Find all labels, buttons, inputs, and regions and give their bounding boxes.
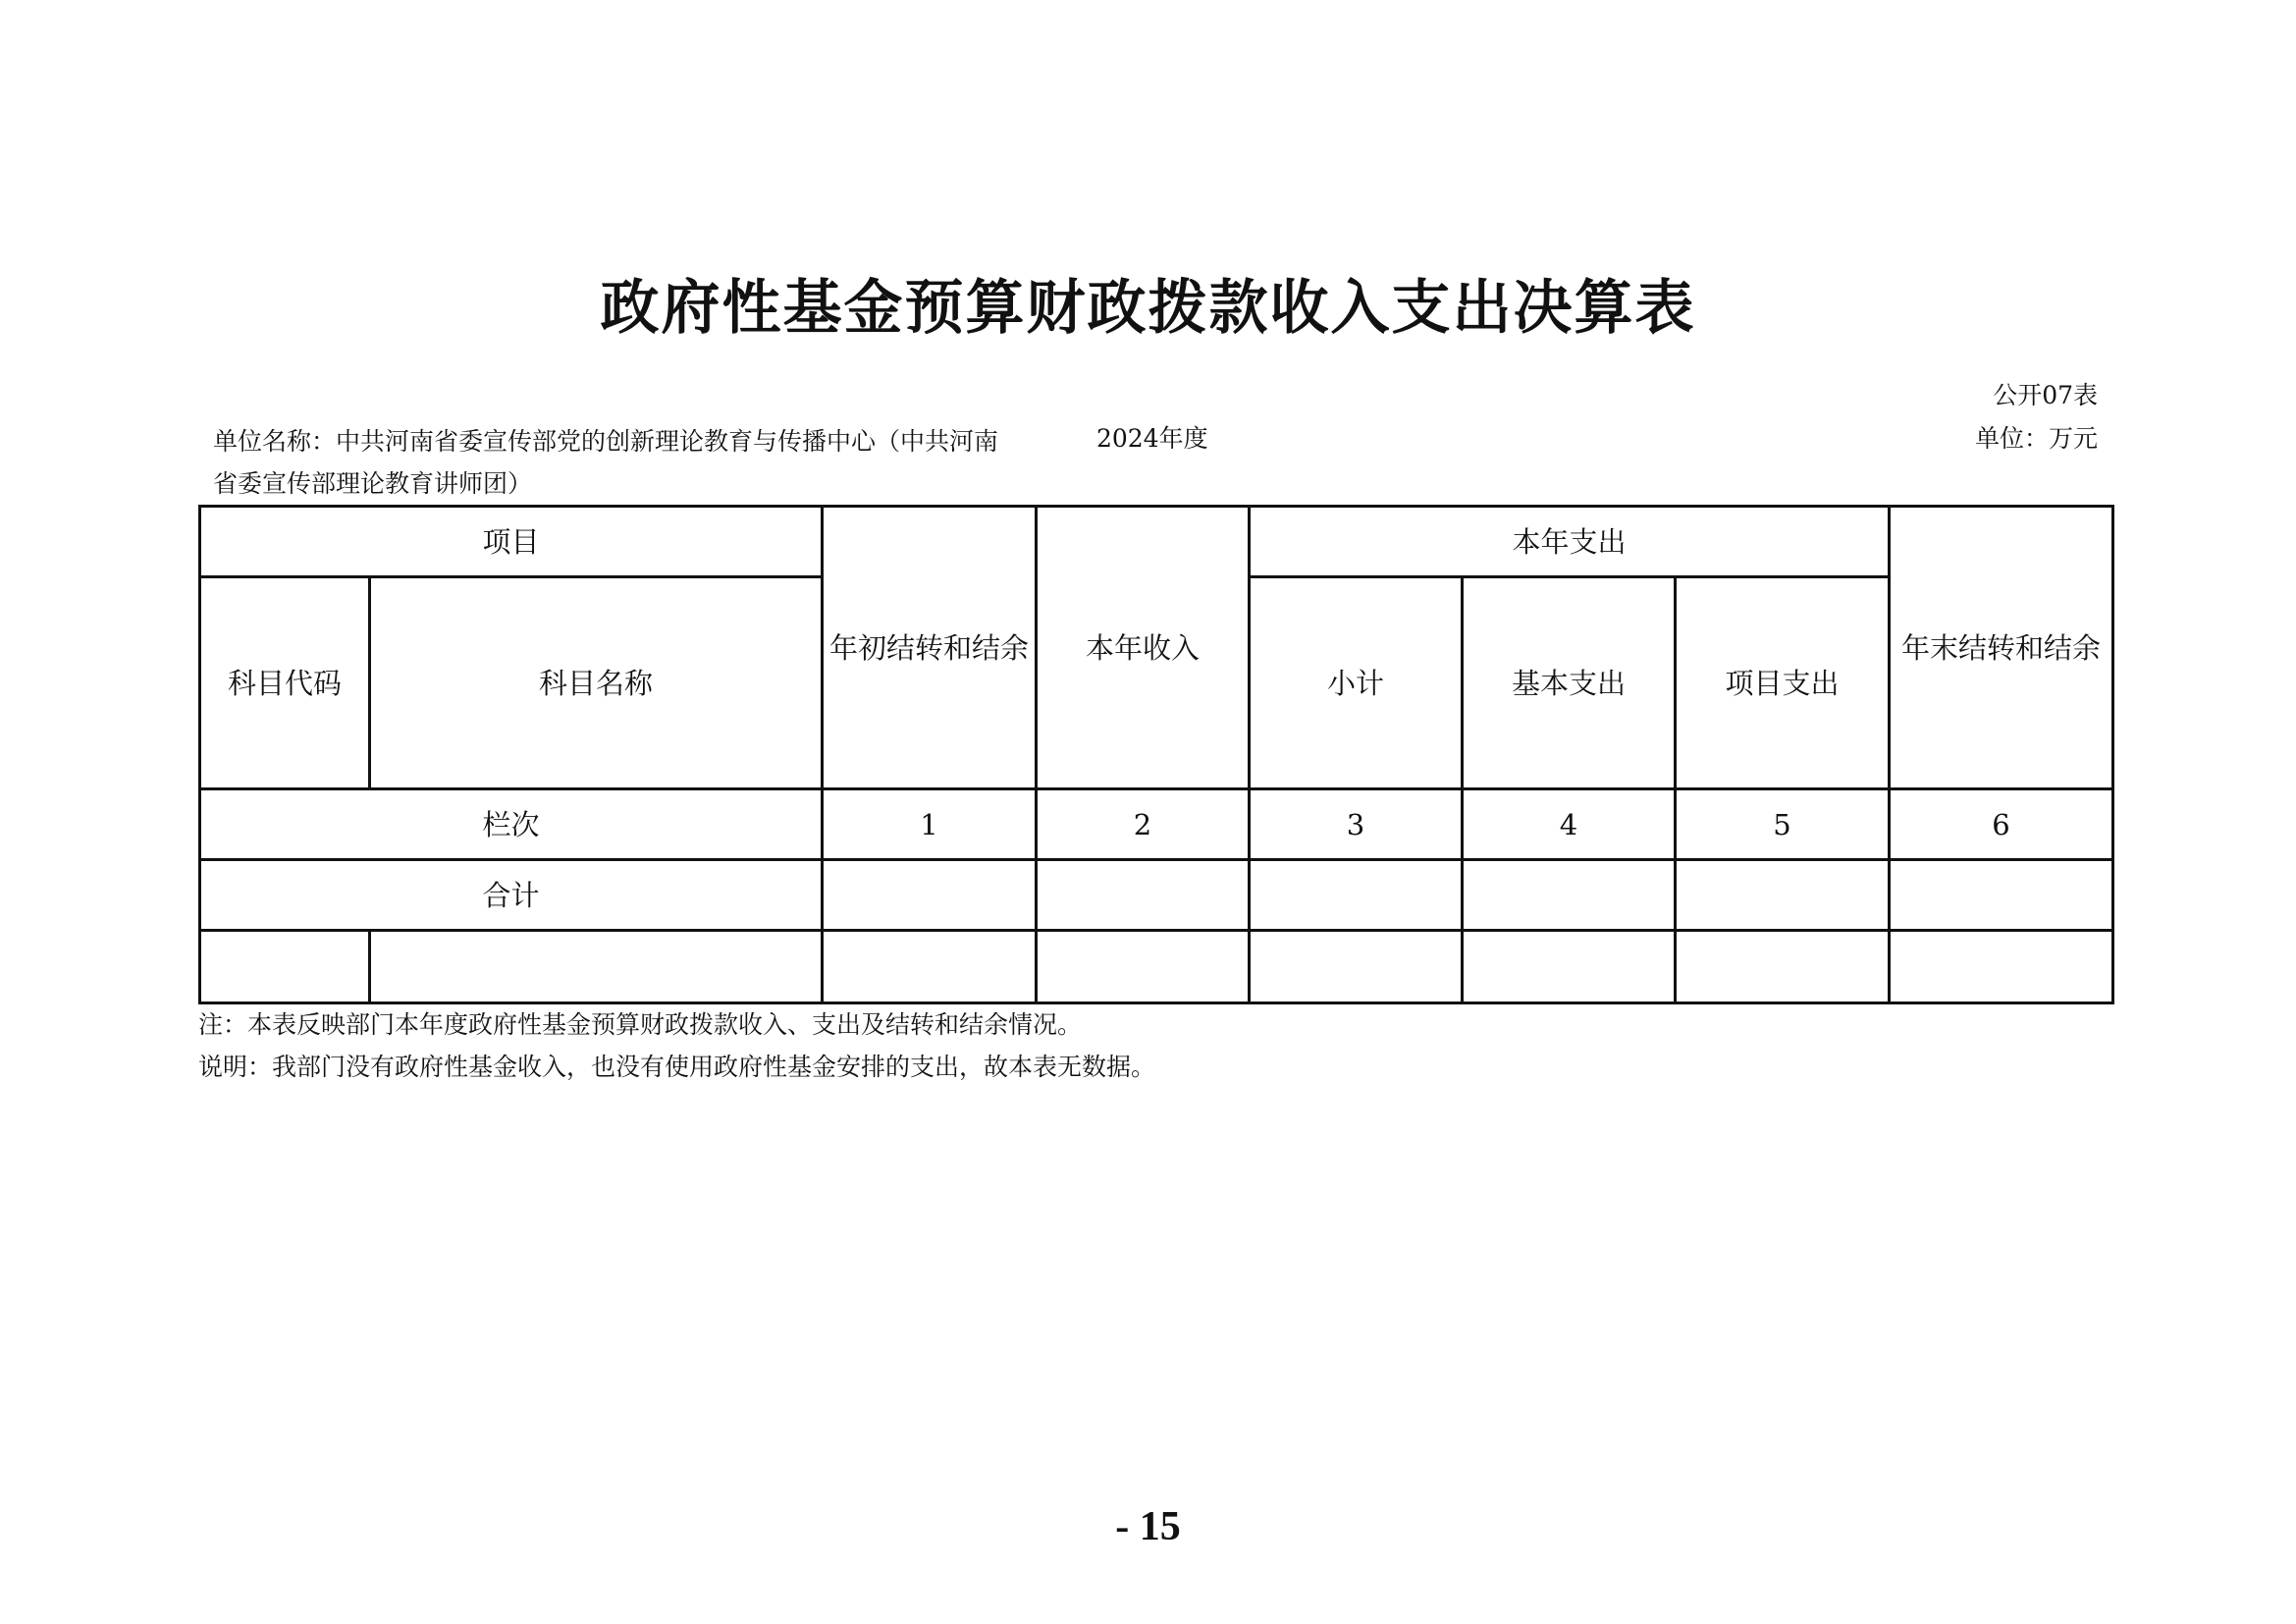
page-title: 政府性基金预算财政拨款收入支出决算表 — [600, 274, 1696, 343]
header-subject-code: 科目代码 — [200, 577, 370, 789]
column-number: 5 — [1676, 789, 1890, 860]
page-number: - 15 — [1115, 1504, 1181, 1549]
total-row — [200, 860, 2113, 931]
currency-unit: 单位：万元 — [1974, 424, 2098, 453]
header-item: 项目 — [200, 507, 823, 577]
budget-table — [198, 505, 2114, 1004]
total-cell — [1890, 860, 2113, 931]
column-number: 4 — [1463, 789, 1676, 860]
row-subject-code — [200, 931, 370, 1003]
table-number: 公开07表 — [1993, 381, 2098, 409]
header-subtotal: 小计 — [1250, 577, 1463, 789]
table-explanation: 说明：我部门没有政府性基金收入，也没有使用政府性基金安排的支出，故本表无数据。 — [198, 1053, 1156, 1081]
row-cell — [1037, 931, 1250, 1003]
total-cell — [1463, 860, 1676, 931]
total-cell — [1250, 860, 1463, 931]
header-project-expenditure: 项目支出 — [1676, 577, 1890, 789]
column-number-label: 栏次 — [200, 789, 823, 860]
total-cell — [1037, 860, 1250, 931]
column-number: 2 — [1037, 789, 1250, 860]
row-cell — [1250, 931, 1463, 1003]
row-cell — [1890, 931, 2113, 1003]
header-basic-expenditure: 基本支出 — [1463, 577, 1676, 789]
header-closing-balance: 年末结转和结余 — [1890, 507, 2113, 789]
header-current-income: 本年收入 — [1037, 507, 1250, 789]
column-number: 6 — [1890, 789, 2113, 860]
row-subject-name — [370, 931, 823, 1003]
unit-name: 单位名称：中共河南省委宣传部党的创新理论教育与传播中心（中共河南省委宣传部理论教育讲师团） — [213, 427, 999, 498]
table-note: 注：本表反映部门本年度政府性基金预算财政拨款收入、支出及结转和结余情况。 — [198, 1010, 1083, 1039]
row-cell — [823, 931, 1037, 1003]
column-number: 3 — [1250, 789, 1463, 860]
column-number-row — [200, 789, 2113, 860]
total-cell — [1676, 860, 1890, 931]
row-cell — [1676, 931, 1890, 1003]
header-current-expenditure: 本年支出 — [1250, 507, 1890, 577]
total-cell — [823, 860, 1037, 931]
fiscal-year: 2024年度 — [1096, 424, 1208, 453]
row-cell — [1463, 931, 1676, 1003]
header-opening-balance: 年初结转和结余 — [823, 507, 1037, 789]
column-number: 1 — [823, 789, 1037, 860]
header-subject-name: 科目名称 — [370, 577, 823, 789]
table-row — [200, 931, 2113, 1003]
total-label: 合计 — [200, 860, 823, 931]
